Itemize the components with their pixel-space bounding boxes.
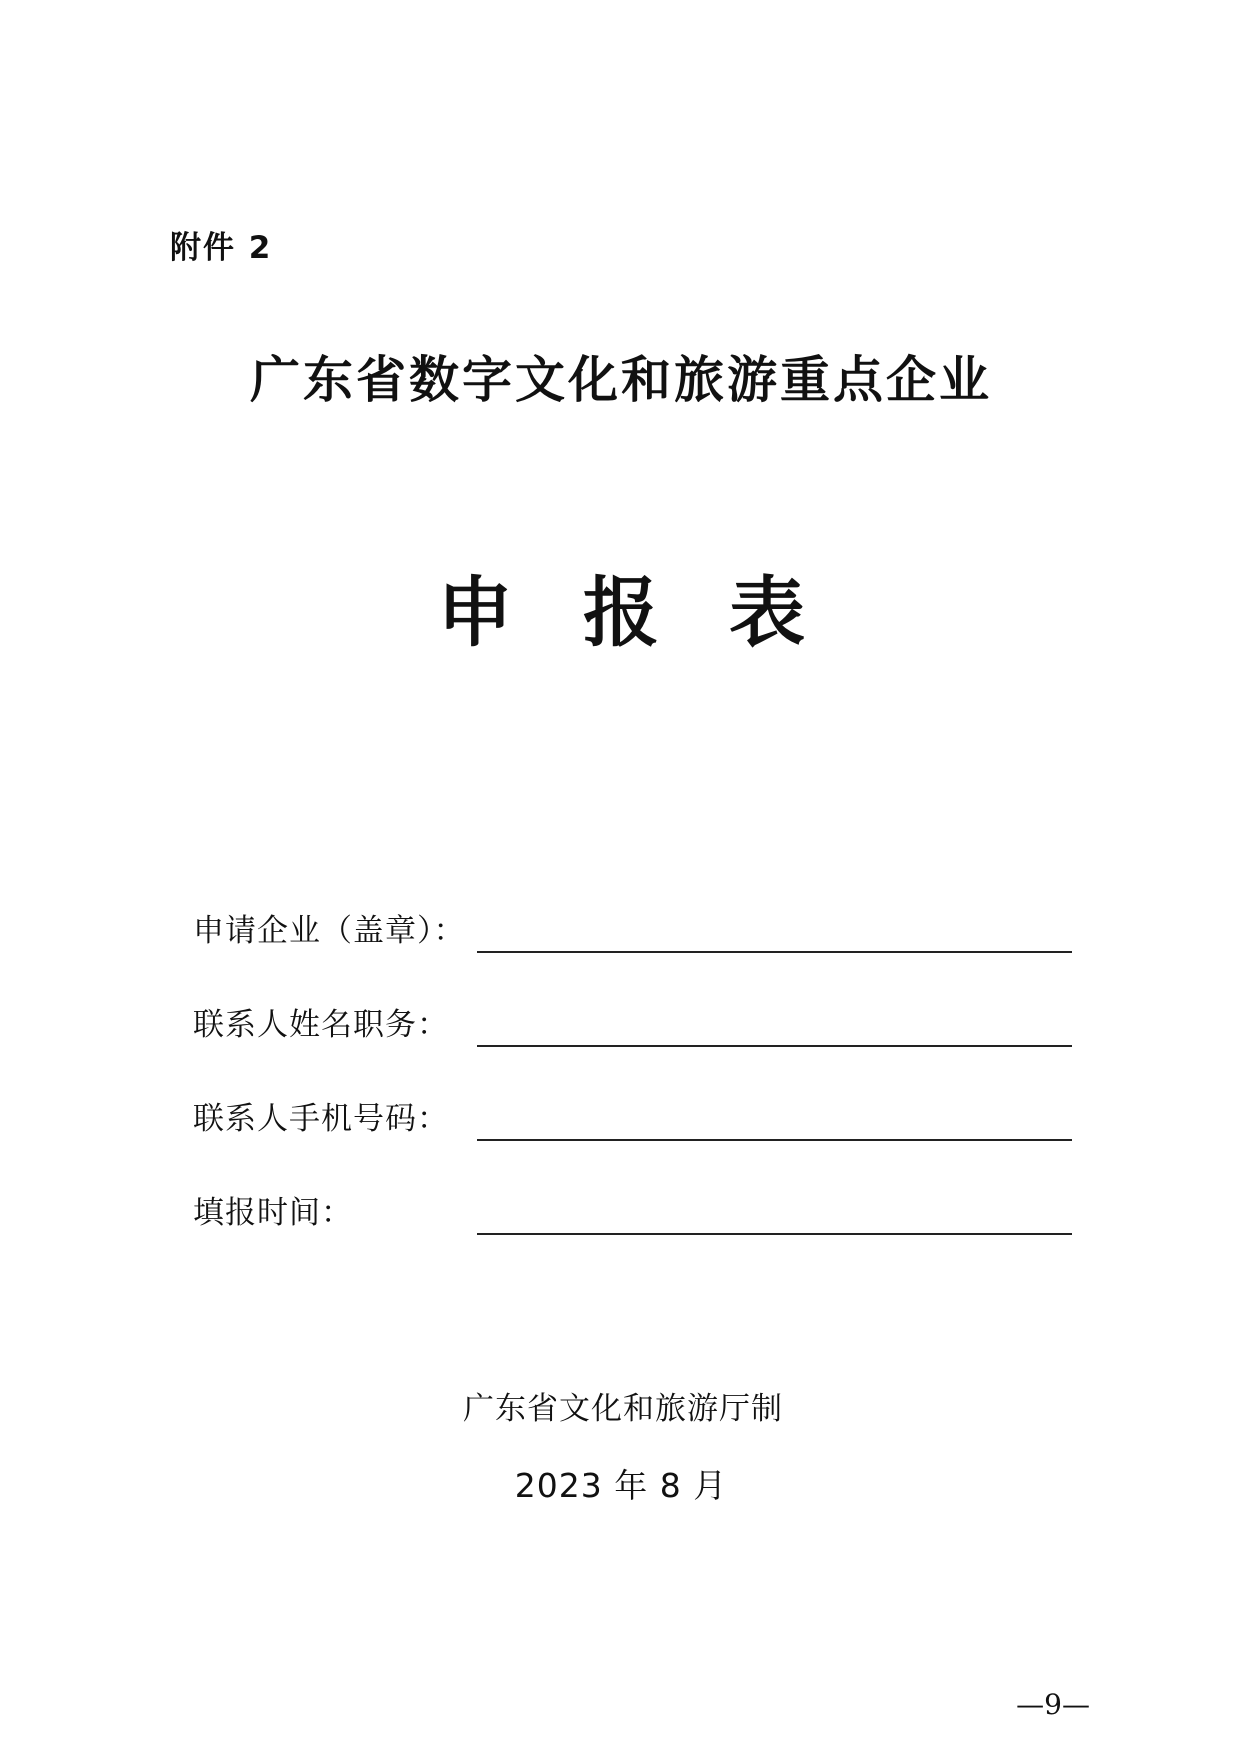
form-row-contact-phone [193,1093,1073,1187]
application-form [193,905,1073,1281]
field-label-contact-phone: 联系人手机号码： [193,1101,449,1137]
page-number: —9— [1016,1688,1090,1721]
field-line-company[interactable] [477,951,1072,953]
issue-date: 2023 年 8 月 [514,1466,728,1505]
form-row-contact-name [193,999,1073,1093]
field-label-company: 申请企业（盖章）： [193,913,466,949]
issuer: 广东省文化和旅游厅制 [463,1391,783,1427]
document-title: 广东省数字文化和旅游重点企业 [250,351,992,409]
field-line-contact-phone[interactable] [477,1139,1072,1141]
document-subtitle: 申报表 [437,568,875,657]
field-line-contact-name[interactable] [477,1045,1072,1047]
field-label-contact-name: 联系人姓名职务： [193,1007,449,1043]
form-row-company [193,905,1073,999]
field-label-fill-date: 填报时间： [193,1195,353,1231]
field-line-fill-date[interactable] [477,1233,1072,1235]
attachment-label: 附件 2 [170,230,273,266]
form-row-fill-date [193,1187,1073,1281]
